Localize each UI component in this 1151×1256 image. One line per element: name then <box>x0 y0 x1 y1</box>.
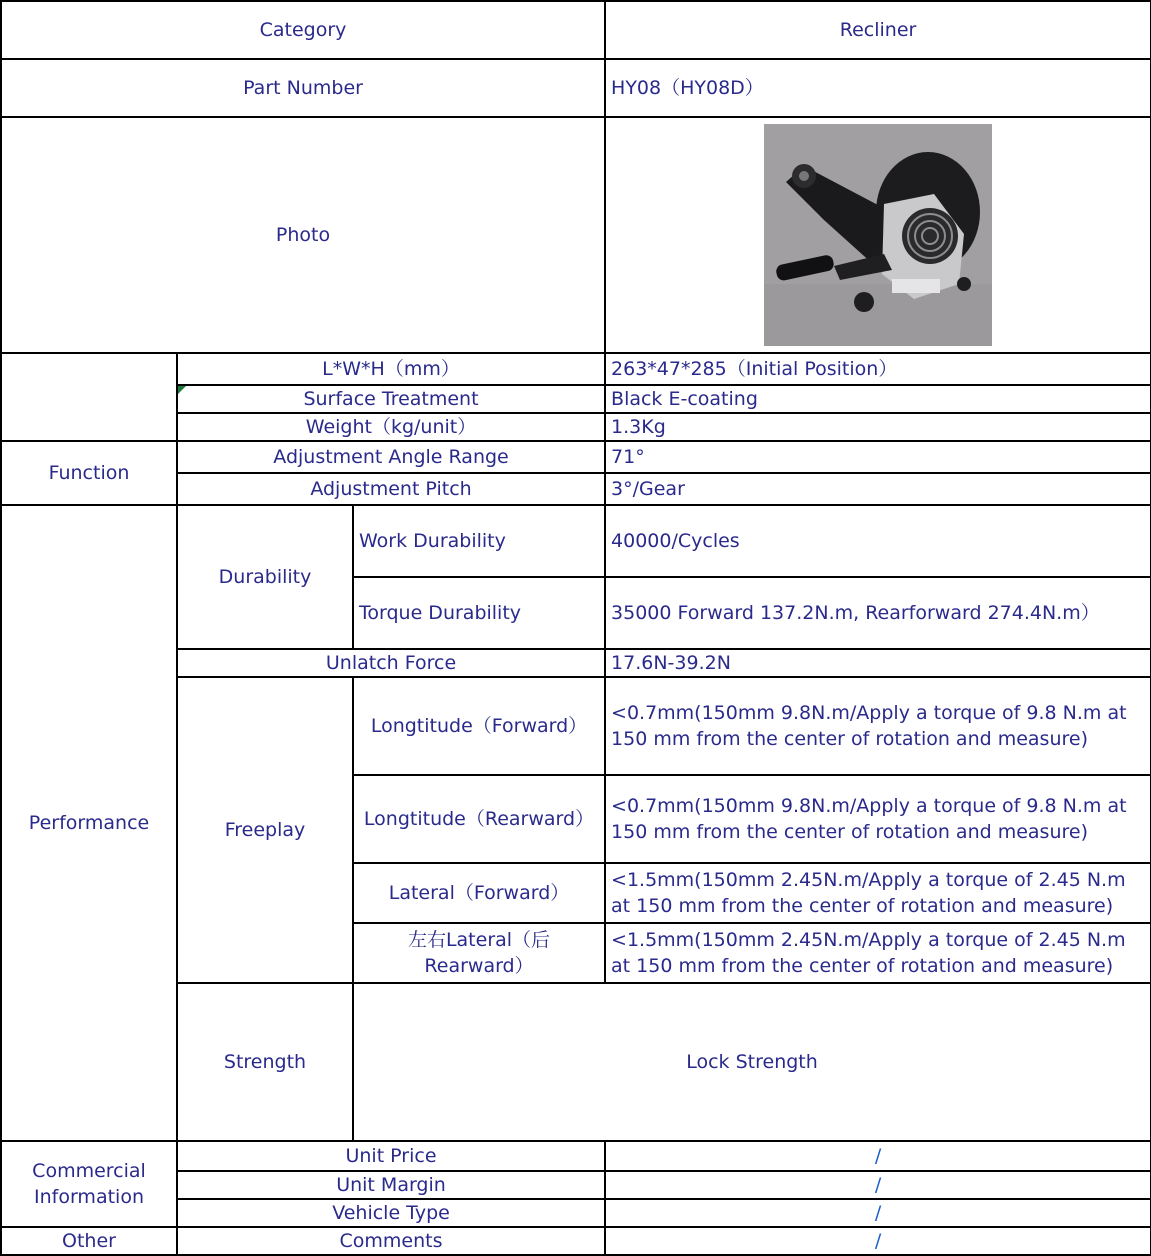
unlatch-label: Unlatch Force <box>177 649 605 677</box>
unit-price-value: / <box>605 1141 1151 1171</box>
category-label: Category <box>1 1 605 59</box>
comments-label: Comments <box>177 1227 605 1255</box>
work-durability-row <box>1 505 1151 577</box>
commercial-label: Commercial Information <box>1 1141 177 1227</box>
unit-price-label: Unit Price <box>177 1141 605 1171</box>
category-row <box>1 1 1151 59</box>
work-durability-value: 40000/Cycles <box>605 505 1151 577</box>
photo-cell <box>605 117 1151 353</box>
surface-label-cell <box>177 385 605 413</box>
unit-margin-label: Unit Margin <box>177 1171 605 1199</box>
recliner-photo <box>764 124 992 346</box>
long-forward-value: <0.7mm(150mm 9.8N.m/Apply a torque of 9.8 N.m at 150 mm from the center of rotation and measure) <box>605 677 1151 775</box>
pitch-label: Adjustment Pitch <box>177 473 605 505</box>
vehicle-type-value: / <box>605 1199 1151 1227</box>
photo-row <box>1 117 1151 353</box>
strength-label: Strength <box>177 983 353 1141</box>
unit-margin-value: / <box>605 1171 1151 1199</box>
recliner-image <box>764 124 992 346</box>
comments-row <box>1 1227 1151 1255</box>
weight-value: 1.3Kg <box>605 413 1151 441</box>
category-value: Recliner <box>605 1 1151 59</box>
part-number-value: HY08（HY08D） <box>605 59 1151 117</box>
long-forward-label: Longtitude（Forward） <box>353 677 605 775</box>
lwh-value: 263*47*285（Initial Position） <box>605 353 1151 385</box>
angle-label: Adjustment Angle Range <box>177 441 605 473</box>
unlatch-value: 17.6N-39.2N <box>605 649 1151 677</box>
pitch-value: 3°/Gear <box>605 473 1151 505</box>
torque-durability-label: Torque Durability <box>353 577 605 649</box>
lock-strength-label: Lock Strength <box>353 983 1151 1141</box>
surface-value: Black E-coating <box>605 385 1151 413</box>
lwh-row <box>1 353 1151 385</box>
work-durability-label: Work Durability <box>353 505 605 577</box>
vehicle-type-label: Vehicle Type <box>177 1199 605 1227</box>
lwh-label: L*W*H（mm） <box>177 353 605 385</box>
lat-rearward-label: 左右Lateral（后Rearward） <box>353 923 605 983</box>
photo-label: Photo <box>1 117 605 353</box>
angle-row <box>1 441 1151 473</box>
torque-durability-value: 35000 Forward 137.2N.m, Rearforward 274.4N.m） <box>605 577 1151 649</box>
function-label: Function <box>1 441 177 505</box>
weight-label: Weight（kg/unit） <box>177 413 605 441</box>
lat-forward-value: <1.5mm(150mm 2.45N.m/Apply a torque of 2.45 N.m at 150 mm from the center of rotation and measure) <box>605 863 1151 923</box>
comments-value: / <box>605 1227 1151 1255</box>
durability-label: Durability <box>177 505 353 649</box>
long-rearward-label: Longtitude（Rearward） <box>353 775 605 863</box>
surface-label: Surface Treatment <box>303 388 479 410</box>
angle-value: 71° <box>605 441 1151 473</box>
part-number-row <box>1 59 1151 117</box>
unit-price-row <box>1 1141 1151 1171</box>
basic-group-cell <box>1 353 177 441</box>
long-rearward-value: <0.7mm(150mm 9.8N.m/Apply a torque of 9.8 N.m at 150 mm from the center of rotation and measure) <box>605 775 1151 863</box>
other-label: Other <box>1 1227 177 1255</box>
performance-label: Performance <box>1 505 177 1141</box>
lat-forward-label: Lateral（Forward） <box>353 863 605 923</box>
freeplay-label: Freeplay <box>177 677 353 983</box>
part-number-label: Part Number <box>1 59 605 117</box>
comment-marker-icon <box>178 386 186 394</box>
lat-rearward-value: <1.5mm(150mm 2.45N.m/Apply a torque of 2.45 N.m at 150 mm from the center of rotation and measure) <box>605 923 1151 983</box>
